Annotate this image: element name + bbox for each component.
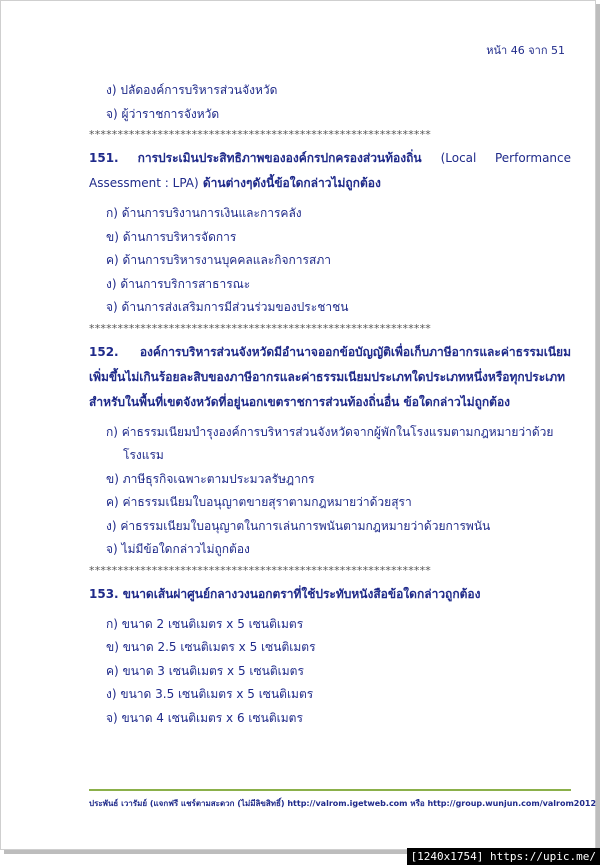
- option-item: จ) ผู้ว่าราชการจังหวัด: [106, 106, 220, 121]
- option-item: ง) ค่าธรรมเนียมใบอนุญาตในการเล่นการพนันตามกฎหมายว่าด้วยการพนัน: [106, 518, 491, 533]
- option-item: จ) ด้านการส่งเสริมการมีส่วนร่วมของประชาชน: [106, 300, 349, 314]
- page-number: หน้า 46 จาก 51: [486, 44, 565, 57]
- option-item: ค) ด้านการบริหารงานบุคคลและกิจการสภา: [106, 253, 331, 267]
- option-item: จ) ขนาด 4 เซนติเมตร x 6 เซนติเมตร: [106, 710, 303, 725]
- separator: ************************************************************: [89, 563, 431, 577]
- option-item: ข) ด้านการบริหารจัดการ: [106, 229, 237, 244]
- question-153: 153. ขนาดเส้นผ่าศูนย์กลางวงนอกตราที่ใช้ประทับหนังสือข้อใดกล่าวถูกต้อง: [89, 586, 481, 601]
- question-152: 152. องค์การบริหารส่วนจังหวัดมีอำนาจออกข้อบัญญัติเพื่อเก็บภาษีอากรและค่าธรรมเนียมเพิ่มขึ้นไม่เกินร้อยละสิบของภาษีอากรและค่าธรรมเนียมประเภทใดประเภทหนึ่งหรือทุกประเภทสำหรับในพื้นที่เขตจังหวัดที่อยู่นอกเขตราชการส่วนท้องถิ่นอื่น ข้อใดกล่าวไม่ถูกต้อง: [89, 344, 571, 409]
- option-item: ค) ขนาด 3 เซนติเมตร x 5 เซนติเมตร: [106, 663, 304, 678]
- footer-text: ประพันธ์ เวารัมย์ (แจกฟรี แชร์ตามสะดวก (ไม่มีลิขสิทธิ์) http://valrom.igetweb.com หรือ http://group.wunjun.com/valrom2012: [89, 799, 597, 808]
- option-item: ก) ค่าธรรมเนียมบำรุงองค์การบริหารส่วนจังหวัดจากผู้พักในโรงแรมตามกฎหมายว่าด้วย โรงแรม: [106, 424, 554, 462]
- option-item: ก) ด้านการบริงานการเงินและการคลัง: [106, 206, 302, 220]
- option-item: ก) ขนาด 2 เซนติเมตร x 5 เซนติเมตร: [106, 616, 304, 631]
- separator: ************************************************************: [89, 321, 431, 335]
- option-item: ข) ขนาด 2.5 เซนติเมตร x 5 เซนติเมตร: [106, 640, 316, 654]
- option-item: ค) ค่าธรรมเนียมใบอนุญาตขายสุราตามกฎหมายว่าด้วยสุรา: [106, 495, 412, 509]
- separator: ************************************************************: [89, 128, 431, 141]
- footer-divider: [89, 789, 571, 791]
- question-151: 151. การประเมินประสิทธิภาพขององค์กรปกครองส่วนท้องถิ่น (Local Performance Assessment : LPA) ด้านต่างๆดังนี้ข้อใดกล่าวไม่ถูกต้อง: [89, 151, 572, 190]
- option-item: ง) ด้านการบริการสาธารณะ: [106, 276, 251, 291]
- option-item: ง) ขนาด 3.5 เซนติเมตร x 5 เซนติเมตร: [106, 687, 314, 701]
- option-item: จ) ไม่มีข้อใดกล่าวไม่ถูกต้อง: [106, 542, 250, 556]
- option-item: ง) ปลัดองค์การบริหารส่วนจังหวัด: [106, 83, 278, 97]
- image-size-stamp: [1240x1754] https://upic.me/: [407, 848, 600, 865]
- option-item: ข) ภาษีธุรกิจเฉพาะตามประมวลรัษฎากร: [106, 471, 315, 486]
- page-content: [89, 79, 571, 730]
